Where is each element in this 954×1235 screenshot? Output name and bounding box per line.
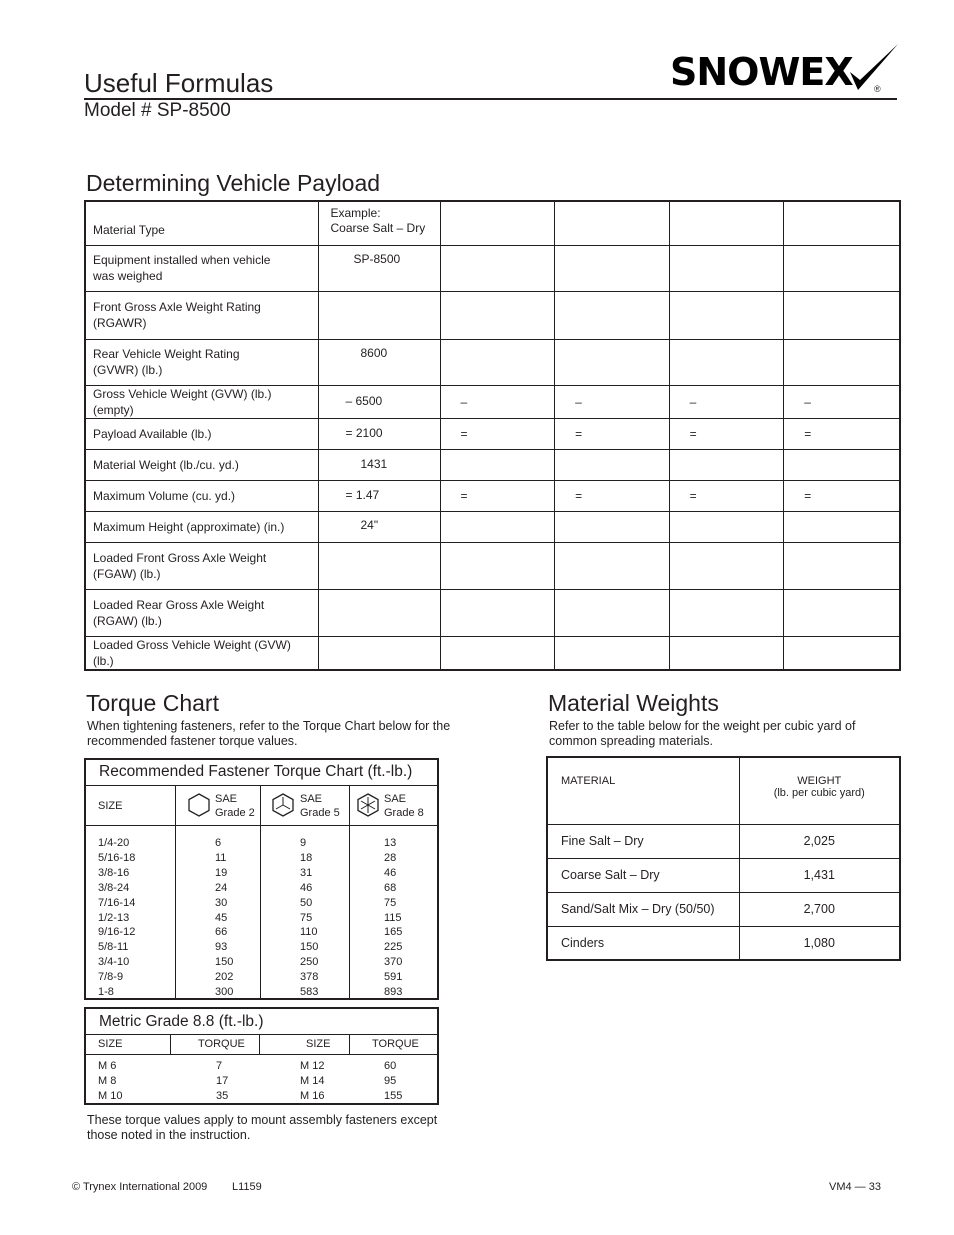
payload-entry-cell[interactable]: – <box>784 385 900 418</box>
payload-entry-cell[interactable]: = <box>555 480 670 511</box>
column-divider <box>259 1035 260 1055</box>
payload-example-cell: 24" <box>318 511 440 542</box>
payload-entry-cell[interactable] <box>440 201 555 245</box>
payload-row-label: Loaded Front Gross Axle Weight (FGAW) (lb.) <box>85 542 318 589</box>
payload-entry-cell[interactable] <box>555 291 670 339</box>
payload-entry-cell[interactable]: = <box>669 418 784 449</box>
payload-entry-cell[interactable] <box>555 636 670 670</box>
metric-sizes-left: M 6 M 8 M 10 <box>98 1060 123 1102</box>
payload-row <box>85 480 900 511</box>
torque-section-title: Torque Chart <box>86 690 219 716</box>
payload-entry-cell[interactable]: – <box>669 385 784 418</box>
metric-column-header <box>86 1035 437 1055</box>
payload-entry-cell[interactable] <box>669 589 784 636</box>
payload-entry-cell[interactable] <box>784 636 900 670</box>
payload-entry-cell[interactable] <box>440 636 555 670</box>
payload-entry-cell[interactable] <box>784 201 900 245</box>
payload-row-label: Payload Available (lb.) <box>85 418 318 449</box>
copyright: © Trynex International 2009 <box>72 1181 208 1193</box>
payload-example-cell <box>318 589 440 636</box>
payload-entry-cell[interactable]: = <box>440 418 555 449</box>
metric-size-header: SIZE <box>98 1038 123 1050</box>
sae-size-column: 1/4-20 5/16-18 3/8-16 3/8-24 7/16-14 1/2-13 9/16-12 5/8-11 3/4-10 7/8-9 1-8 <box>98 837 136 999</box>
payload-entry-cell[interactable] <box>669 542 784 589</box>
material-description: Refer to the table below for the weight per cubic yard of common spreading materials. <box>549 719 856 748</box>
payload-row-label: Material Weight (lb./cu. yd.) <box>85 449 318 480</box>
payload-entry-cell[interactable]: – <box>440 385 555 418</box>
payload-example-cell: SP-8500 <box>318 245 440 291</box>
payload-example-cell: = 2100 <box>318 418 440 449</box>
payload-table <box>84 200 901 671</box>
payload-entry-cell[interactable] <box>669 339 784 385</box>
payload-entry-cell[interactable]: – <box>555 385 670 418</box>
material-header-row <box>547 757 900 824</box>
payload-entry-cell[interactable] <box>669 511 784 542</box>
payload-row <box>85 511 900 542</box>
payload-row <box>85 589 900 636</box>
column-divider <box>260 786 261 998</box>
logo-wordmark: SNOWEX <box>670 50 853 94</box>
payload-entry-cell[interactable]: = <box>440 480 555 511</box>
payload-row-label: Loaded Gross Vehicle Weight (GVW) (lb.) <box>85 636 318 670</box>
material-weight: 2,700 <box>739 892 900 926</box>
payload-row-label: Equipment installed when vehicle was weighed <box>85 245 318 291</box>
payload-row <box>85 339 900 385</box>
material-weight: 2,025 <box>739 824 900 858</box>
grade-5-column: 9 18 31 46 50 75 110 150 250 378 583 <box>300 837 319 999</box>
metric-torque-header: TORQUE <box>372 1038 419 1050</box>
payload-entry-cell[interactable] <box>555 245 670 291</box>
registered-mark: ® <box>874 84 881 94</box>
payload-entry-cell[interactable] <box>784 589 900 636</box>
payload-row-label: Loaded Rear Gross Axle Weight (RGAW) (lb.) <box>85 589 318 636</box>
grade-8-column: 13 28 46 68 75 115 165 225 370 591 893 <box>384 837 403 999</box>
column-divider <box>175 786 176 998</box>
grade-2-header: SAE Grade 2 <box>215 793 255 819</box>
material-row <box>547 858 900 892</box>
payload-example-cell: 1431 <box>318 449 440 480</box>
payload-example-cell <box>318 291 440 339</box>
material-name: Sand/Salt Mix – Dry (50/50) <box>547 892 739 926</box>
payload-entry-cell[interactable] <box>555 201 670 245</box>
payload-row <box>85 636 900 670</box>
grade-8-bolt-icon <box>356 793 380 817</box>
metric-size-header: SIZE <box>306 1038 331 1050</box>
payload-example-cell: = 1.47 <box>318 480 440 511</box>
payload-row <box>85 201 900 245</box>
payload-entry-cell[interactable] <box>440 339 555 385</box>
payload-entry-cell[interactable]: = <box>555 418 670 449</box>
payload-entry-cell[interactable] <box>555 339 670 385</box>
page-number: VM4 — 33 <box>829 1181 881 1193</box>
payload-row <box>85 449 900 480</box>
payload-row <box>85 542 900 589</box>
payload-example-cell <box>318 636 440 670</box>
metric-torques-left: 7 17 35 <box>216 1060 229 1102</box>
payload-entry-cell[interactable] <box>784 245 900 291</box>
payload-entry-cell[interactable] <box>784 511 900 542</box>
payload-entry-cell[interactable] <box>784 449 900 480</box>
payload-entry-cell[interactable]: = <box>669 480 784 511</box>
payload-entry-cell[interactable] <box>784 339 900 385</box>
payload-row <box>85 418 900 449</box>
metric-torque-chart <box>84 1007 439 1105</box>
payload-entry-cell[interactable] <box>440 291 555 339</box>
torque-chart <box>84 758 439 1000</box>
grade-2-bolt-icon <box>187 793 211 817</box>
payload-entry-cell[interactable] <box>784 291 900 339</box>
material-weight: 1,080 <box>739 926 900 960</box>
payload-entry-cell[interactable] <box>440 449 555 480</box>
payload-row <box>85 385 900 418</box>
payload-example-cell <box>318 542 440 589</box>
torque-chart-title: Recommended Fastener Torque Chart (ft.-lb.) <box>86 760 437 786</box>
payload-entry-cell[interactable] <box>669 245 784 291</box>
payload-entry-cell[interactable] <box>555 449 670 480</box>
payload-entry-cell[interactable] <box>555 589 670 636</box>
payload-entry-cell[interactable] <box>440 245 555 291</box>
size-header: SIZE <box>98 800 123 812</box>
material-section-title: Material Weights <box>548 690 719 716</box>
document-code: L1159 <box>232 1181 262 1193</box>
payload-entry-cell[interactable] <box>669 201 784 245</box>
metric-sizes-right: M 12 M 14 M 16 <box>300 1060 325 1102</box>
material-row <box>547 926 900 960</box>
column-divider <box>349 1035 350 1055</box>
payload-entry-cell[interactable] <box>669 449 784 480</box>
page-title: Useful Formulas <box>84 68 274 98</box>
grade-5-bolt-icon <box>271 793 295 817</box>
payload-example-cell: 8600 <box>318 339 440 385</box>
payload-entry-cell[interactable]: = <box>784 418 900 449</box>
payload-entry-cell[interactable] <box>669 291 784 339</box>
payload-row-label: Material Type <box>85 201 318 245</box>
material-name: Cinders <box>547 926 739 960</box>
material-name: Coarse Salt – Dry <box>547 858 739 892</box>
material-weights-table <box>546 756 901 961</box>
payload-row-label: Front Gross Axle Weight Rating (RGAWR) <box>85 291 318 339</box>
grade-2-column: 6 11 19 24 30 45 66 93 150 202 300 <box>215 837 234 999</box>
grade-5-header: SAE Grade 5 <box>300 793 340 819</box>
column-divider <box>349 786 350 998</box>
grade-8-header: SAE Grade 8 <box>384 793 424 819</box>
material-name: Fine Salt – Dry <box>547 824 739 858</box>
payload-entry-cell[interactable] <box>440 542 555 589</box>
payload-entry-cell[interactable] <box>555 542 670 589</box>
payload-example-cell: – 6500 <box>318 385 440 418</box>
payload-row <box>85 245 900 291</box>
payload-row-label: Maximum Volume (cu. yd.) <box>85 480 318 511</box>
torque-column-header <box>86 786 437 826</box>
model-number: Model # SP-8500 <box>84 100 231 121</box>
material-row <box>547 892 900 926</box>
material-row <box>547 824 900 858</box>
payload-section-title: Determining Vehicle Payload <box>86 170 381 196</box>
payload-example-cell: Example: Coarse Salt – Dry <box>318 201 440 245</box>
payload-row-label: Rear Vehicle Weight Rating (GVWR) (lb.) <box>85 339 318 385</box>
payload-row <box>85 291 900 339</box>
torque-description: When tightening fasteners, refer to the Torque Chart below for the recommended fastener torque values. <box>87 719 451 748</box>
payload-entry-cell[interactable] <box>440 589 555 636</box>
payload-entry-cell[interactable] <box>784 542 900 589</box>
payload-entry-cell[interactable] <box>440 511 555 542</box>
weight-header: WEIGHT (lb. per cubic yard) <box>739 757 900 824</box>
payload-entry-cell[interactable] <box>555 511 670 542</box>
material-header: MATERIAL <box>547 757 739 824</box>
metric-chart-title: Metric Grade 8.8 (ft.-lb.) <box>86 1009 437 1035</box>
payload-row-label: Gross Vehicle Weight (GVW) (lb.) (empty) <box>85 385 318 418</box>
torque-note: These torque values apply to mount assembly fasteners except those noted in the instruction. <box>87 1113 438 1142</box>
metric-torque-header: TORQUE <box>198 1038 245 1050</box>
payload-row-label: Maximum Height (approximate) (in.) <box>85 511 318 542</box>
column-divider <box>170 1035 171 1055</box>
payload-entry-cell[interactable]: = <box>784 480 900 511</box>
payload-entry-cell[interactable] <box>669 636 784 670</box>
material-weight: 1,431 <box>739 858 900 892</box>
metric-torques-right: 60 95 155 <box>384 1060 403 1102</box>
snowex-logo <box>668 42 900 98</box>
